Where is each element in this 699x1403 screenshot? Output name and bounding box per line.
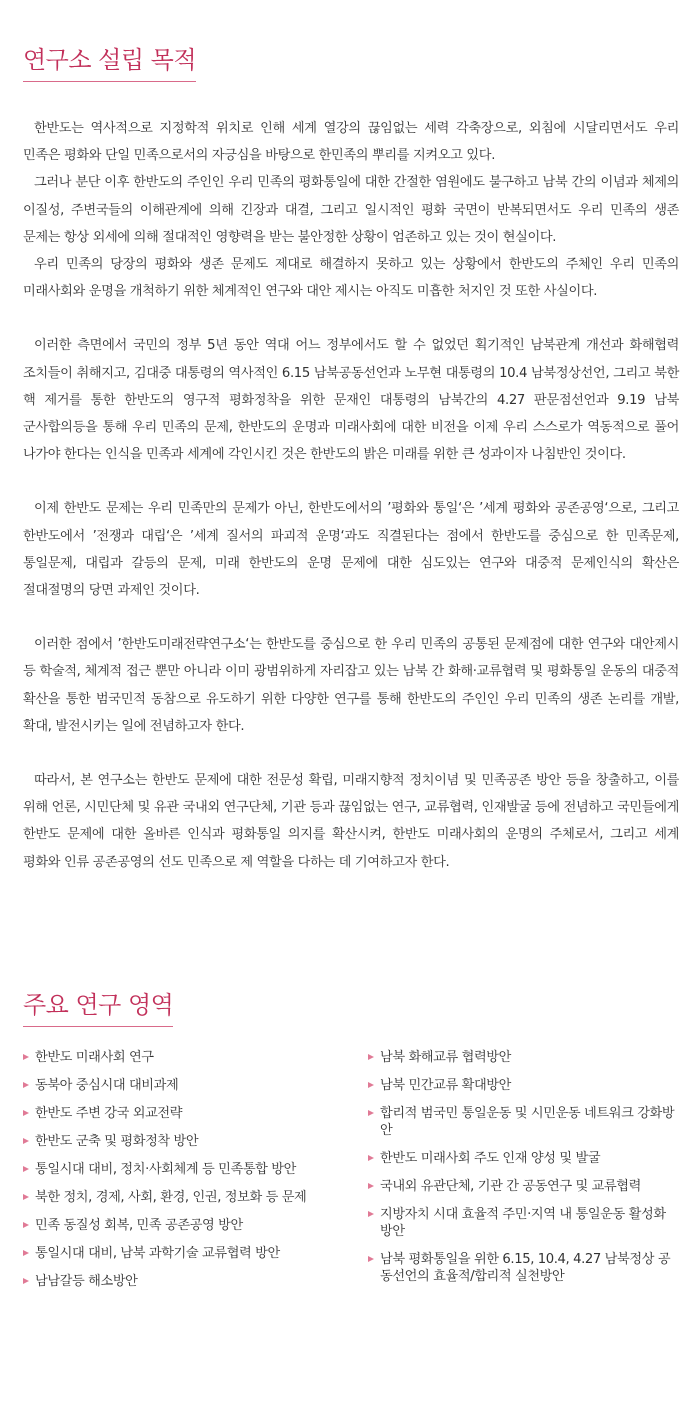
list-item: 지방자치 시대 효율적 주민·지역 내 통일운동 활성화 방안 bbox=[368, 1206, 678, 1240]
triangle-bullet-icon bbox=[23, 1166, 29, 1172]
triangle-bullet-icon bbox=[23, 1082, 29, 1088]
section-title-purpose: 연구소 설립 목적 bbox=[23, 40, 196, 82]
list-item: 합리적 범국민 통일운동 및 시민운동 네트워크 강화방안 bbox=[368, 1105, 678, 1139]
research-areas-list-left bbox=[23, 1049, 353, 1301]
triangle-bullet-icon bbox=[23, 1054, 29, 1060]
list-item: 북한 정치, 경제, 사회, 환경, 인권, 정보화 등 문제 bbox=[23, 1189, 353, 1206]
list-item: 한반도 미래사회 연구 bbox=[23, 1049, 353, 1066]
purpose-paragraph: 한반도는 역사적으로 지정학적 위치로 인해 세계 열강의 끊임없는 세력 각축장으로, 외침에 시달리면서도 우리 민족은 평화와 단일 민족으로서의 자긍심을 바탕으로 한민족의 뿌리를 지켜오고 있다. bbox=[23, 121, 679, 164]
purpose-paragraph: 우리 민족의 당장의 평화와 생존 문제도 제대로 해결하지 못하고 있는 상황에서 한반도의 주체인 우리 민족의 미래사회와 운명을 개척하기 위한 체계적인 연구와 대안 제시는 아직도 미흡한 처지인 것 또한 사실이다. bbox=[23, 257, 679, 300]
triangle-bullet-icon bbox=[368, 1110, 374, 1116]
triangle-bullet-icon bbox=[23, 1110, 29, 1116]
list-item: 남북 평화통일을 위한 6.15, 10.4, 4.27 남북정상 공동선언의 효율적/합리적 실천방안 bbox=[368, 1251, 678, 1285]
list-item: 남북 화해교류 협력방안 bbox=[368, 1049, 678, 1066]
triangle-bullet-icon bbox=[368, 1211, 374, 1217]
paragraph-gap bbox=[23, 305, 679, 332]
list-item: 민족 동질성 회복, 민족 공존공영 방안 bbox=[23, 1217, 353, 1234]
triangle-bullet-icon bbox=[368, 1155, 374, 1161]
list-item: 남남갈등 해소방안 bbox=[23, 1273, 353, 1290]
list-item: 통일시대 대비, 남북 과학기술 교류협력 방안 bbox=[23, 1245, 353, 1262]
research-areas-list-right bbox=[368, 1049, 678, 1296]
purpose-paragraph: 그러나 분단 이후 한반도의 주인인 우리 민족의 평화통일에 대한 간절한 염원에도 불구하고 남북 간의 이념과 체제의 이질성, 주변국들의 이해관계에 의해 긴장과 대결, 그리고 일시적인 평화 국면이 반복되면서도 우리 민족의 생존 문제는 항상 외세에 의해 절대적인 영향력을 받는 불안정한 상황이 엄존하고 있는 것이 현실이다. bbox=[23, 175, 679, 245]
triangle-bullet-icon bbox=[368, 1183, 374, 1189]
triangle-bullet-icon bbox=[23, 1278, 29, 1284]
list-item: 한반도 주변 강국 외교전략 bbox=[23, 1105, 353, 1122]
list-item: 한반도 군축 및 평화정착 방안 bbox=[23, 1133, 353, 1150]
paragraph-gap bbox=[23, 468, 679, 495]
list-item: 통일시대 대비, 정치·사회체계 등 민족통합 방안 bbox=[23, 1161, 353, 1178]
triangle-bullet-icon bbox=[368, 1082, 374, 1088]
paragraph-gap bbox=[23, 604, 679, 631]
list-item: 남북 민간교류 확대방안 bbox=[368, 1077, 678, 1094]
paragraph-gap bbox=[23, 740, 679, 767]
triangle-bullet-icon bbox=[368, 1054, 374, 1060]
triangle-bullet-icon bbox=[23, 1138, 29, 1144]
triangle-bullet-icon bbox=[23, 1222, 29, 1228]
triangle-bullet-icon bbox=[23, 1250, 29, 1256]
list-item: 국내외 유관단체, 기관 간 공동연구 및 교류협력 bbox=[368, 1178, 678, 1195]
triangle-bullet-icon bbox=[23, 1194, 29, 1200]
list-item: 한반도 미래사회 주도 인재 양성 및 발굴 bbox=[368, 1150, 678, 1167]
section-title-areas: 주요 연구 영역 bbox=[23, 985, 173, 1027]
purpose-paragraph: 따라서, 본 연구소는 한반도 문제에 대한 전문성 확립, 미래지향적 정치이념 및 민족공존 방안 등을 창출하고, 이를 위해 언론, 시민단체 및 유관 국내외 연구단체, 기관 등과 끊임없는 연구, 교류협력, 인재발굴 등에 전념하고 국민들에게 한반도 문제에 대한 올바른 인식과 평화통일 의지를 확산시켜, 한반도 미래사회의 운명의 주체로서, 그리고 세계 평화와 인류 공존공영의 선도 민족으로 제 역할을 다하는 데 기여하고자 한다. bbox=[23, 773, 679, 870]
triangle-bullet-icon bbox=[368, 1256, 374, 1262]
purpose-body bbox=[23, 115, 679, 876]
purpose-paragraph: 이제 한반도 문제는 우리 민족만의 문제가 아닌, 한반도에서의 ’평화와 통일‘은 ’세계 평화와 공존공영‘으로, 그리고 한반도에서 ’전쟁과 대립‘은 ’세계 질서의 파괴적 운명‘과도 직결된다는 점에서 한반도를 중심으로 한 민족문제, 통일문제, 대립과 갈등의 문제, 미래 한반도의 운명 문제에 대한 심도있는 연구와 대중적 문제인식의 확산은 절대절명의 당면 과제인 것이다. bbox=[23, 501, 679, 599]
list-item: 동북아 중심시대 대비과제 bbox=[23, 1077, 353, 1094]
purpose-paragraph: 이러한 점에서 ’한반도미래전략연구소‘는 한반도를 중심으로 한 우리 민족의 공통된 문제점에 대한 연구와 대안제시 등 학술적, 체계적 접근 뿐만 아니라 이미 광범위하게 자리잡고 있는 남북 간 화해·교류협력 및 평화통일 운동의 대중적 확산을 통한 범국민적 동참으로 유도하기 위한 다양한 연구를 통해 한반도의 주인인 우리 민족의 생존 논리를 개발, 확대, 발전시키는 일에 전념하고자 한다. bbox=[23, 637, 679, 734]
purpose-paragraph: 이러한 측면에서 국민의 정부 5년 동안 역대 어느 정부에서도 할 수 없었던 획기적인 남북관계 개선과 화해협력 조치들이 취해지고, 김대중 대통령의 역사적인 6.15 남북공동선언과 노무현 대통령의 10.4 남북정상선언, 그리고 북한 핵 제거를 통한 한반도의 영구적 평화정착을 위한 문재인 대통령의 남북간의 4.27 판문점선언과 9.19 남북 군사합의등을 통해 우리 민족의 문제, 한반도의 운명과 미래사회에 대한 비전을 이제 우리 스스로가 역동적으로 풀어 나가야 한다는 인식을 민족과 세계에 각인시킨 것은 한반도의 밝은 미래를 위한 큰 성과이자 나침반인 것이다. bbox=[23, 338, 679, 463]
